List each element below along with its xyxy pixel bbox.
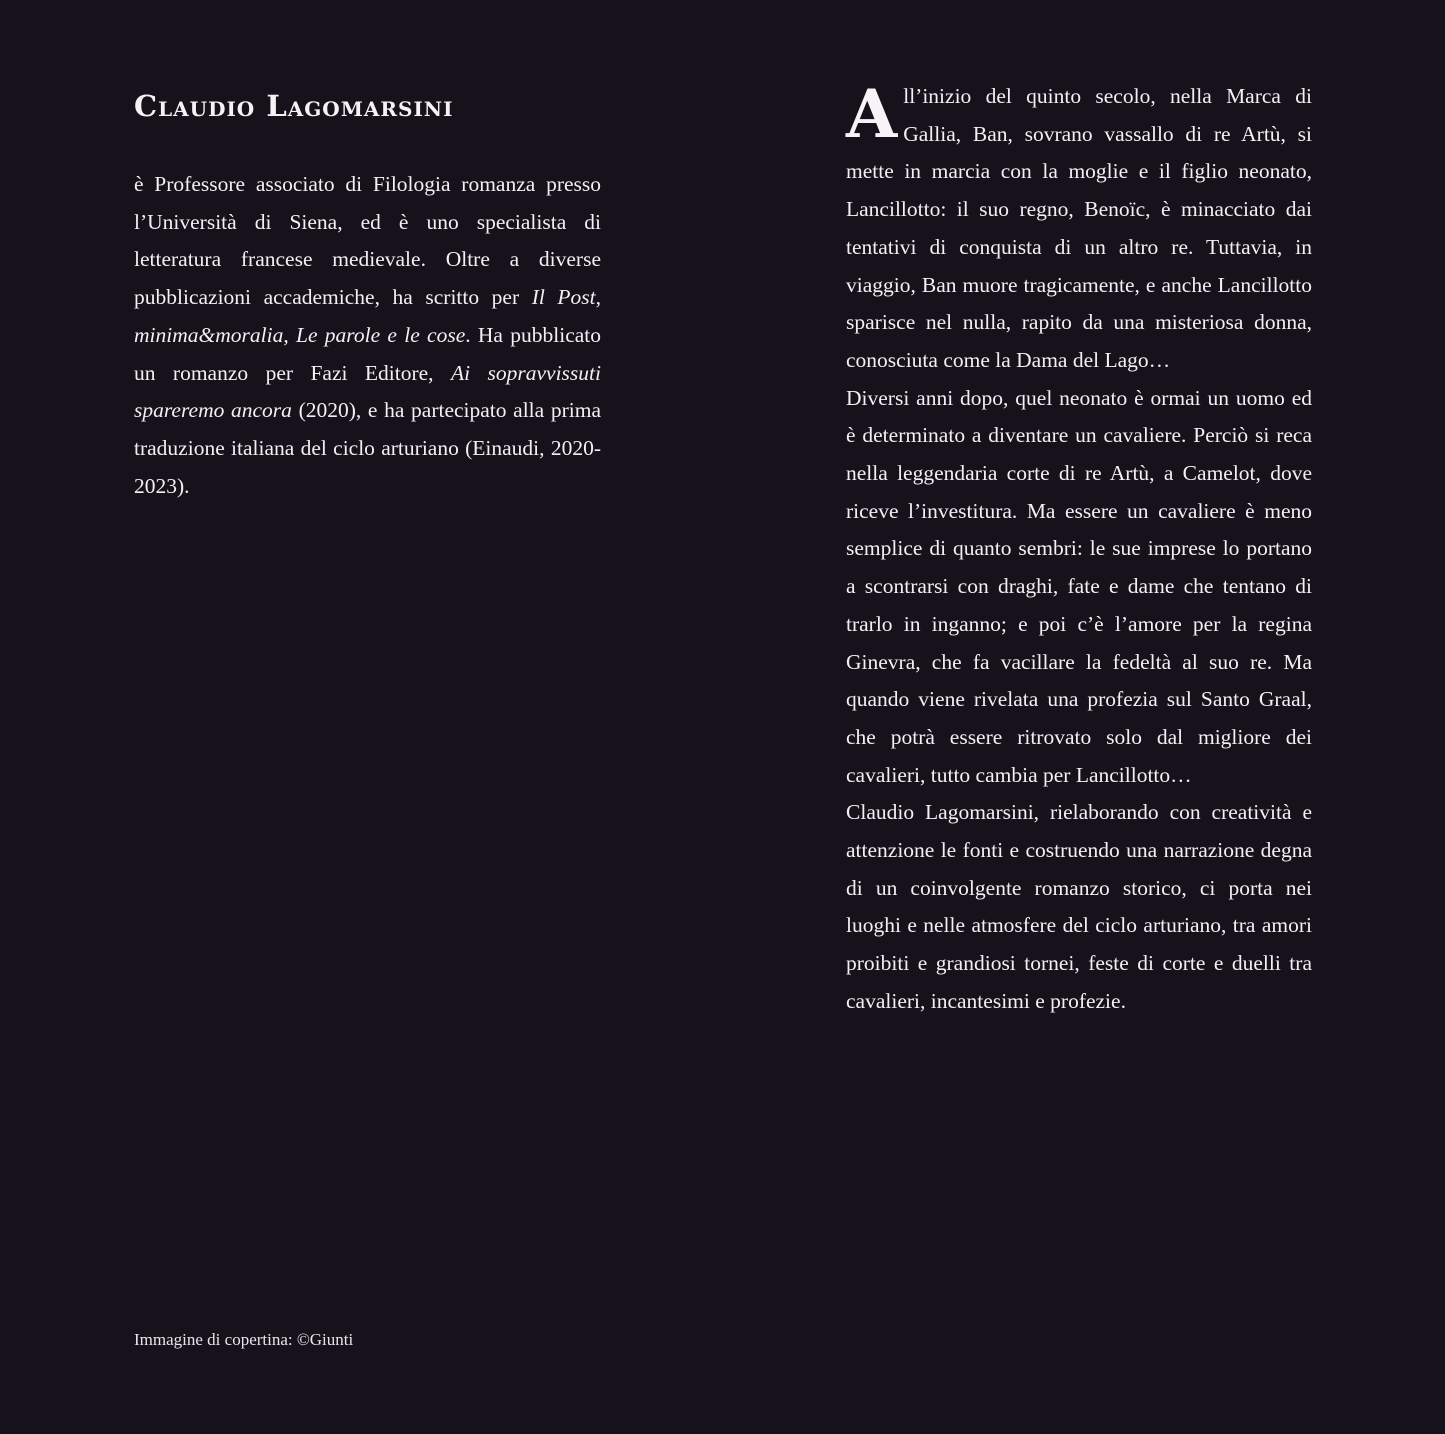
bio-title-il-post: Il Post — [531, 285, 596, 310]
bio-text: , — [595, 285, 601, 310]
bio-title-novel: Ai sopravvissuti spareremo ancora — [134, 360, 601, 423]
bio-title-le-parole: Le parole e le cose — [296, 322, 466, 347]
author-name: Claudio Lagomarsini — [134, 89, 454, 123]
bio-text: è Professore associato di Filologia romanza presso l’Università di Siena, ed è uno specialista di letteratura francese medievale. Oltre a diverse pubblicazioni accademiche, ha scritto per — [134, 172, 601, 310]
bio-text: , — [283, 322, 296, 347]
author-bio — [134, 166, 601, 505]
blurb-paragraph-2: Diversi anni dopo, quel neonato è ormai un uomo ed è determinato a diventare un cavaliere. Perciò si reca nella leggendaria corte di re Artù, a Camelot, dove riceve l’investitura. Ma essere un cavaliere è meno semplice di quanto sembri: le sue imprese lo portano a scontrarsi con draghi, fate e dame che tentano di trarlo in inganno; e poi c’è l’amore per la regina Ginevra, che fa vacillare la fedeltà al suo re. Ma quando viene rivelata una profezia sul Santo Graal, che potrà essere ritrovato solo dal migliore dei cavalieri, tutto cambia per Lancillotto… — [846, 385, 1312, 787]
author-section — [134, 86, 601, 505]
bio-title-minima-moralia: minima&moralia — [134, 322, 284, 347]
book-blurb — [846, 75, 1312, 1021]
blurb-paragraph-text: ll’inizio del quinto secolo, nella Marca di Gallia, Ban, sovrano vassallo di re Artù, si mette in marcia con la moglie e il figlio neonato, Lancillotto: il suo regno, Benoïc, è minacciato dai tentativi di conquista di un altro re. Tuttavia, in viaggio, Ban muore tragicamente, e anche Lancillotto sparisce nel nulla, rapito da una misteriosa donna, conosciuta come la Dama del Lago… — [846, 84, 1312, 372]
blurb-paragraph-1 — [846, 75, 1312, 380]
cover-image-credit: Immagine di copertina: ©Giunti — [134, 1330, 354, 1349]
dropcap-letter: A — [846, 75, 898, 153]
blurb-paragraph-3: Claudio Lagomarsini, rielaborando con creatività e attenzione le fonti e costruendo una narrazione degna di un coinvolgente romanzo storico, ci porta nei luoghi e nelle atmosfere del ciclo arturiano, tra amori proibiti e grandiosi tornei, feste di corte e duelli tra cavalieri, incantesimi e profezie. — [846, 800, 1312, 1013]
bio-text: (2020), e ha partecipato alla prima traduzione italiana del ciclo arturiano (Einaudi, 2020-2023). — [134, 398, 601, 498]
bio-text: . Ha pubblicato un romanzo per Fazi Editore, — [134, 322, 602, 385]
